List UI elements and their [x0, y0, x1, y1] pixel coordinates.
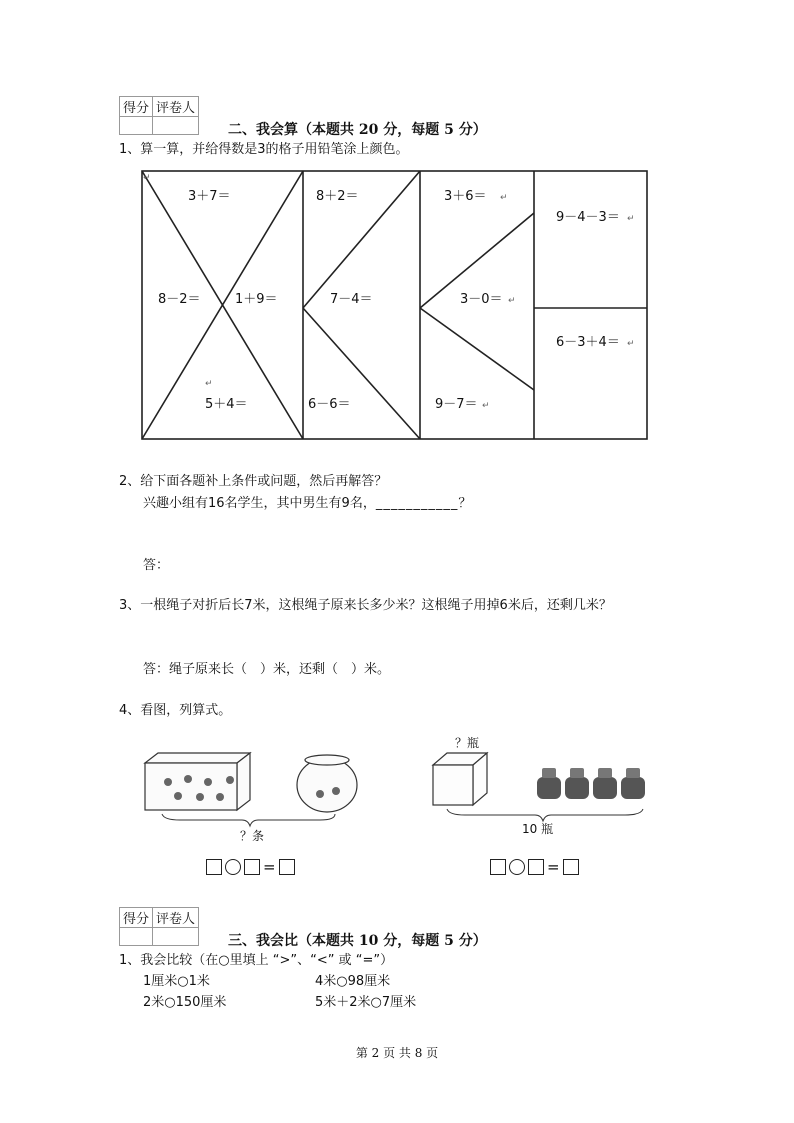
fishbowl	[297, 755, 357, 812]
brace	[162, 814, 335, 826]
return-mark: ↵	[627, 339, 635, 349]
bottles-picture	[425, 733, 660, 838]
bottle-total-label: 10 瓶	[522, 822, 554, 836]
q2-blank[interactable]: ___________	[375, 496, 459, 511]
number-box[interactable]	[244, 859, 260, 875]
q2-prompt: 2、给下面各题补上条件或问题，然后再解答？	[119, 474, 388, 489]
q3-answer: 答：绳子原来长（ ）米，还剩（ ）米。	[143, 662, 391, 677]
box-bottle-label: ？瓶	[455, 736, 480, 750]
return-mark: ↵	[508, 296, 516, 306]
result-box[interactable]	[563, 859, 579, 875]
calc-grid-diagram	[130, 168, 660, 448]
cell-1plus9: 1＋9＝	[235, 292, 278, 307]
equals-sign: =	[547, 858, 560, 876]
q2-answer: 答：	[143, 558, 170, 573]
cell-9minus4minus3: 9－4－3＝	[556, 210, 620, 225]
brace	[447, 809, 643, 821]
grader-cell[interactable]	[153, 928, 199, 946]
score-cell[interactable]	[120, 928, 153, 946]
return-mark: ↵	[627, 214, 635, 224]
q2-question-mark: ？	[458, 496, 472, 511]
compare-item: 2米○150厘米	[143, 995, 227, 1010]
result-box[interactable]	[279, 859, 295, 875]
return-mark: ↵	[482, 401, 490, 411]
grader-cell[interactable]	[153, 117, 199, 135]
number-box[interactable]	[206, 859, 222, 875]
score-cell[interactable]	[120, 117, 153, 135]
box	[433, 753, 487, 805]
score-label: 得分	[120, 97, 153, 117]
fish-tank-picture	[140, 748, 370, 848]
cell-8plus2: 8＋2＝	[316, 189, 359, 204]
grader-label: 评卷人	[153, 908, 199, 928]
equation-left	[206, 858, 295, 876]
return-mark: ↵	[143, 173, 151, 183]
number-box[interactable]	[528, 859, 544, 875]
grader-label: 评卷人	[153, 97, 199, 117]
fish-count-label: ？条	[240, 829, 265, 843]
s3-q1-prompt: 1、我会比较（在○里填上 “>”、“<” 或 “=”）	[119, 953, 394, 968]
section3-title: 三、我会比（本题共 10 分，每题 5 分）	[228, 933, 487, 949]
operator-circle[interactable]	[225, 859, 241, 875]
score-label: 得分	[120, 908, 153, 928]
compare-item: 4米○98厘米	[315, 974, 391, 989]
score-box	[119, 96, 199, 135]
compare-item: 5米＋2米○7厘米	[315, 995, 417, 1010]
operator-circle[interactable]	[509, 859, 525, 875]
q2-text	[143, 496, 471, 512]
return-mark: ↵	[500, 193, 508, 203]
bottle-icons	[537, 768, 645, 799]
cell-7minus4: 7－4＝	[330, 292, 373, 307]
cell-6minus6: 6－6＝	[308, 397, 351, 412]
cell-8minus2: 8－2＝	[158, 292, 201, 307]
page-footer: 第 2 页 共 8 页	[355, 1046, 439, 1060]
score-box	[119, 907, 199, 946]
cell-3plus7: 3＋7＝	[188, 189, 231, 204]
q4-prompt: 4、看图，列算式。	[119, 703, 232, 718]
cell-9minus7: 9－7＝	[435, 397, 478, 412]
q1-prompt: 1、算一算，并给得数是3的格子用铅笔涂上颜色。	[119, 142, 409, 157]
equals-sign: =	[263, 858, 276, 876]
q3-prompt: 3、一根绳子对折后长7米，这根绳子原来长多少米？这根绳子用掉6米后，还剩几米？	[119, 598, 612, 613]
compare-item: 1厘米○1米	[143, 974, 210, 989]
cell-3minus0: 3－0＝	[460, 292, 503, 307]
cell-3plus6: 3＋6＝	[444, 189, 487, 204]
number-box[interactable]	[490, 859, 506, 875]
cell-6minus3plus4: 6－3＋4＝	[556, 335, 620, 350]
return-mark: ↵	[205, 379, 213, 389]
cell-5plus4: 5＋4＝	[205, 397, 248, 412]
section2-title: 二、我会算（本题共 20 分，每题 5 分）	[228, 122, 487, 138]
q2-condition: 兴趣小组有16名学生，其中男生有9名，	[143, 496, 376, 511]
equation-right	[490, 858, 579, 876]
